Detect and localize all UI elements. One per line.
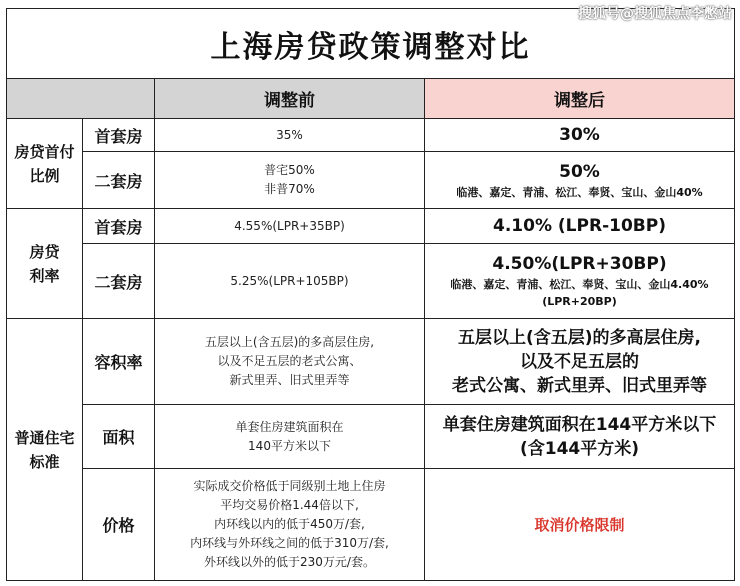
table-title: 上海房贷政策调整对比 <box>7 9 735 79</box>
before-rate-second: 5.25%(LPR+105BP) <box>155 244 425 319</box>
group-standard-line1: 普通住宅 <box>14 428 75 447</box>
header-before: 调整前 <box>155 79 425 119</box>
group-rate <box>7 209 83 319</box>
group-standard <box>7 319 83 581</box>
before-area-1: 单套住房建筑面积在 <box>235 419 344 434</box>
label-rate-second: 二套房 <box>83 244 155 319</box>
watermark-text: 搜狐号@搜狐焦点李憋站 <box>578 6 732 22</box>
before-dp-second-2: 非普70% <box>264 182 315 196</box>
after-area-1: 单套住房建筑面积在144平方米以下 <box>442 414 717 435</box>
after-rate-second <box>425 244 735 319</box>
table-row-rate-second <box>7 244 735 319</box>
group-down-payment-line1: 房贷首付 <box>14 142 75 161</box>
before-price-1: 实际成交价格低于同级别土地上住房 <box>193 479 386 493</box>
policy-comparison-table <box>6 8 735 581</box>
table-row-dp-first <box>7 119 735 152</box>
after-price: 取消价格限制 <box>425 469 735 581</box>
table-row-far <box>7 319 735 405</box>
after-dp-second <box>425 152 735 209</box>
before-dp-first: 35% <box>155 119 425 152</box>
after-rate-first: 4.10% (LPR-10BP) <box>425 209 735 244</box>
header-after: 调整后 <box>425 79 735 119</box>
after-rate-second-note-1: 临港、嘉定、青浦、松江、奉贤、宝山、金山4.40% <box>450 278 709 291</box>
label-price: 价格 <box>83 469 155 581</box>
after-far-2: 以及不足五层的 <box>520 351 639 372</box>
group-down-payment-line2: 比例 <box>29 166 60 185</box>
after-area-2: (含144平方米) <box>519 438 640 459</box>
after-far-1: 五层以上(含五层)的多高层住房, <box>458 327 701 348</box>
after-area <box>425 405 735 469</box>
after-rate-second-note-2: (LPR+20BP) <box>542 295 617 308</box>
before-far <box>155 319 425 405</box>
after-dp-second-main: 50% <box>559 161 600 182</box>
after-rate-second-main: 4.50%(LPR+30BP) <box>492 254 667 274</box>
before-far-1: 五层以上(含五层)的多高层住房, <box>204 335 375 349</box>
after-far <box>425 319 735 405</box>
before-price-4: 内环线与外环线之间的低于310万/套, <box>190 536 389 550</box>
after-dp-first: 30% <box>425 119 735 152</box>
group-standard-line2: 标准 <box>29 452 60 471</box>
table-row-dp-second <box>7 152 735 209</box>
header-row <box>7 79 735 119</box>
table-row-rate-first <box>7 209 735 244</box>
header-blank-cell <box>7 79 155 119</box>
label-dp-second: 二套房 <box>83 152 155 209</box>
before-price <box>155 469 425 581</box>
group-down-payment <box>7 119 83 209</box>
before-dp-second <box>155 152 425 209</box>
before-rate-first: 4.55%(LPR+35BP) <box>155 209 425 244</box>
before-price-5: 外环线以外的低于230万元/套。 <box>204 555 375 569</box>
label-far: 容积率 <box>83 319 155 405</box>
before-far-2: 以及不足五层的老式公寓、 <box>217 354 362 368</box>
table-row-area <box>7 405 735 469</box>
before-area-2: 140平方米以下 <box>248 438 331 453</box>
label-rate-first: 首套房 <box>83 209 155 244</box>
before-dp-second-1: 普宅50% <box>264 163 315 177</box>
before-price-2: 平均交易价格1.44倍以下, <box>220 498 359 512</box>
after-far-3: 老式公寓、新式里弄、旧式里弄等 <box>452 375 707 396</box>
label-dp-first: 首套房 <box>83 119 155 152</box>
group-rate-line1: 房贷 <box>29 242 60 261</box>
before-price-3: 内环线以内的低于450万/套, <box>214 517 365 531</box>
before-area <box>155 405 425 469</box>
table-row-price <box>7 469 735 581</box>
label-area: 面积 <box>83 405 155 469</box>
after-dp-second-note: 临港、嘉定、青浦、松江、奉贤、宝山、金山40% <box>456 185 703 199</box>
before-far-3: 新式里弄、旧式里弄等 <box>229 373 350 387</box>
group-rate-line2: 利率 <box>29 266 60 285</box>
